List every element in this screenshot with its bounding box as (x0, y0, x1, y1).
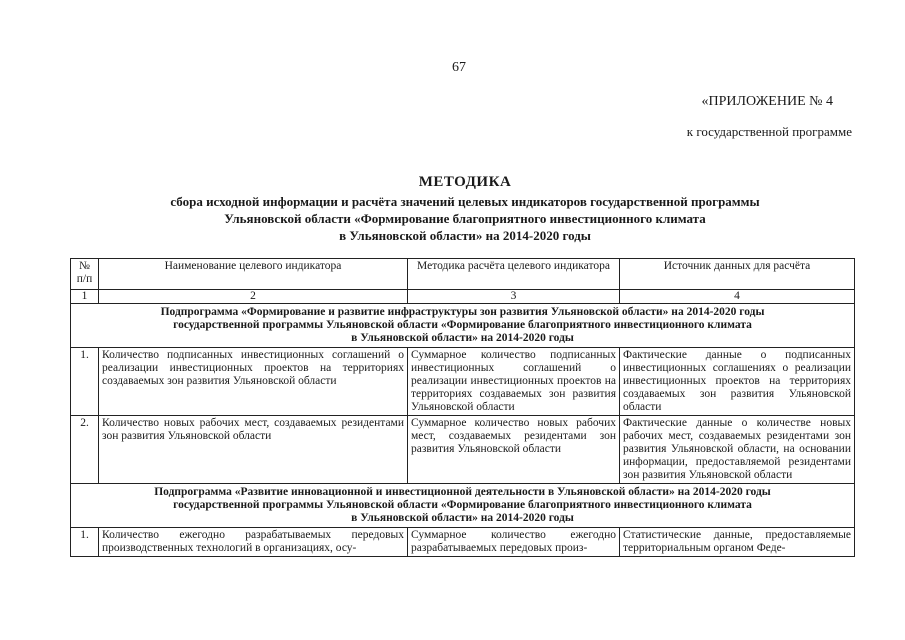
row-num: 2. (71, 416, 99, 484)
table-row (71, 348, 855, 416)
section-row-2 (71, 484, 855, 528)
section-1-line-2: государственной программы Ульяновской области «Формирование благоприятного инвестиционного климата (173, 319, 752, 331)
index-cell: 2 (99, 290, 408, 304)
document-title (95, 174, 835, 244)
title-main: МЕТОДИКА (418, 174, 512, 190)
row-name: Количество подписанных инвестиционных соглашений о реализации инвестиционных проектов на территориях создаваемых зон развития Ульяновской области (99, 348, 408, 416)
title-line-3: в Ульяновской области» на 2014-2020 годы (339, 228, 591, 243)
table-row (71, 416, 855, 484)
index-cell: 3 (408, 290, 620, 304)
section-heading-1 (71, 304, 855, 348)
section-2-line-3: в Ульяновской области» на 2014-2020 годы (351, 512, 574, 524)
row-num: 1. (71, 528, 99, 557)
header-method: Методика расчёта целевого индикатора (408, 259, 620, 290)
indicators-table (70, 258, 855, 557)
appendix-label: «ПРИЛОЖЕНИЕ № 4 (701, 94, 833, 109)
index-cell: 1 (71, 290, 99, 304)
table-row (71, 528, 855, 557)
section-row-1 (71, 304, 855, 348)
index-row (71, 290, 855, 304)
row-method: Суммарное количество новых рабочих мест, создаваемых резидентами зон развития Ульяновской области (408, 416, 620, 484)
section-2-line-2: государственной программы Ульяновской области «Формирование благоприятного инвестиционного климата (173, 499, 752, 511)
row-source: Статистические данные, предоставляемые территориальным органом Феде- (620, 528, 855, 557)
header-num: № п/п (71, 259, 99, 290)
title-line-2: Ульяновской области «Формирование благоприятного инвестиционного климата (224, 211, 706, 226)
index-cell: 4 (620, 290, 855, 304)
section-2-line-1: Подпрограмма «Развитие инновационной и инвестиционной деятельности в Ульяновской области» на 2014-2020 годы (154, 486, 771, 498)
row-method: Суммарное количество ежегодно разрабатываемых передовых произ- (408, 528, 620, 557)
section-heading-2 (71, 484, 855, 528)
row-name: Количество ежегодно разрабатываемых передовых производственных технологий в организациях, осу- (99, 528, 408, 557)
row-source: Фактические данные о количестве новых рабочих мест, создаваемых резидентами зон развития Ульяновской области, на основании информации, предоставляемой резидентами зон развития Ульяновской области (620, 416, 855, 484)
section-1-line-1: Подпрограмма «Формирование и развитие инфраструктуры зон развития Ульяновской области» на 2014-2020 годы (160, 306, 765, 318)
row-name: Количество новых рабочих мест, создаваемых резидентами зон развития Ульяновской области (99, 416, 408, 484)
header-source: Источник данных для расчёта (620, 259, 855, 290)
appendix-subtitle: к государственной программе (686, 124, 852, 139)
row-method: Суммарное количество подписанных инвестиционных соглашений о реализации инвестиционных проектов на территориях создаваемых зон развития Ульяновской области (408, 348, 620, 416)
header-name: Наименование целевого индикатора (99, 259, 408, 290)
row-num: 1. (71, 348, 99, 416)
page-number: 67 (452, 60, 466, 75)
section-1-line-3: в Ульяновской области» на 2014-2020 годы (351, 332, 574, 344)
header-row (71, 259, 855, 290)
title-line-1: сбора исходной информации и расчёта значений целевых индикаторов государственной программы (170, 194, 760, 209)
row-source: Фактические данные о подписанных инвестиционных соглашениях о реализации инвестиционных проектов на территориях создаваемых зон развития Ульяновской области (620, 348, 855, 416)
